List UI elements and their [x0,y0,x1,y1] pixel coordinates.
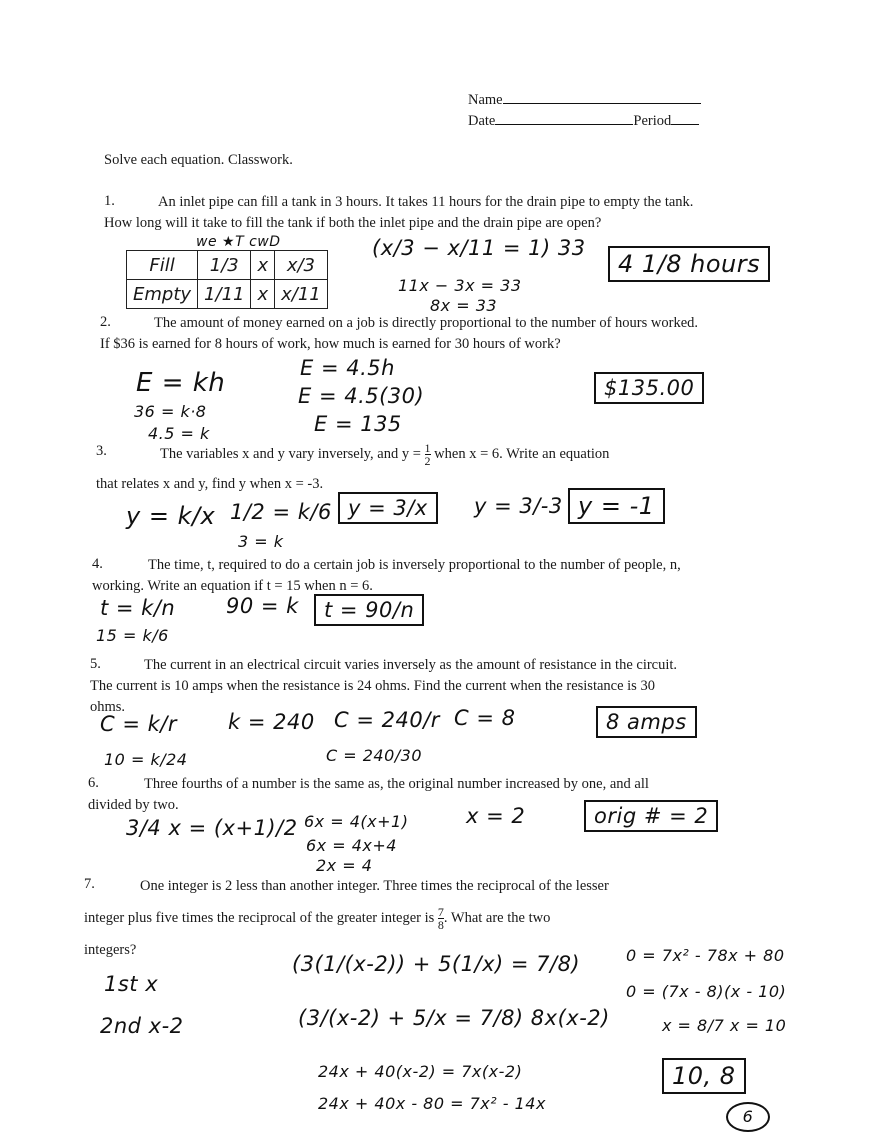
p6-answer-box: orig # = 2 [584,800,718,832]
p6-work-b: 6x = 4(x+1) [304,812,409,831]
p7-answer-box: 10, 8 [662,1058,746,1094]
fraction-denominator: 2 [424,454,431,468]
table-row [127,280,328,309]
p3-work-a: y = k/x [126,502,216,530]
table-cell: 1/11 [198,280,251,309]
p6-work-e: x = 2 [466,804,526,828]
p4-work-b: 15 = k/6 [96,626,169,645]
p7-work-h: 0 = (7x - 8)(x - 10) [626,982,787,1001]
p3-answer-box-2: y = -1 [568,488,665,524]
p1-answer-box: 4 1/8 hours [608,246,770,282]
p2-work-a: E = kh [136,368,226,398]
p6-work-a: 3/4 x = (x+1)/2 [126,816,298,840]
p2-work-b: 36 = k·8 [134,402,207,421]
fraction-denominator: 8 [437,918,444,932]
problem-3-line-2: that relates x and y, find y when x = -3. [96,476,324,492]
period-line [671,124,699,125]
p1-table-head: we ★T cwD [196,234,281,250]
name-label: Name [468,92,503,108]
p7-work-e: 24x + 40(x-2) = 7x(x-2) [318,1062,523,1081]
p2-work-d: E = 4.5h [300,356,395,380]
p5-work-f: C = 8 [454,706,516,730]
problem-7-text-c: . What are the two [443,909,551,926]
problem-6-text: Three fourths of a number is the same as, the original number increased by one, and all divided by two. [88,776,649,813]
p2-work-f: E = 135 [314,412,402,436]
p1-equation-1: (x/3 − x/11 = 1) 33 [372,236,586,260]
page-score-circle: 6 [726,1102,770,1132]
problem-5-text: The current in an electrical circuit varies inversely as the amount of resistance in the circuit. The current is 10 amps when the resistance is 24 ohms. Find the current when the resistance is 30 ohms. [90,657,678,715]
p4-work-c: 90 = k [226,594,299,618]
fraction-numerator: 7 [437,905,444,919]
problem-5-number: 5. [90,656,101,672]
table-cell: Empty [127,280,198,309]
p5-answer-box: 8 amps [596,706,697,738]
period-label: Period [633,113,672,129]
problem-3-text-b: when x = 6. Write an equation [434,445,610,462]
table-cell: x [251,251,275,280]
p1-equation-3: 8x = 33 [430,296,498,315]
table-cell: x/11 [275,280,328,309]
problem-7-line-1: One integer is 2 less than another integer. Three times the reciprocal of the lesser [140,878,609,894]
p3-work-b: 1/2 = k/6 [230,500,332,524]
p6-work-d: 2x = 4 [316,856,373,875]
p7-work-a: 1st x [104,972,159,996]
problem-4-text: The time, t, required to do a certain job is inversely proportional to the number of people, n, working. Write an equation if t = 15 when n = 6. [92,557,681,594]
p5-work-a: C = k/r [100,712,177,736]
problem-3-number: 3. [96,443,107,459]
p7-work-f: 24x + 40x - 80 = 7x² - 14x [318,1094,546,1113]
p4-answer-box: t = 90/n [314,594,424,626]
problem-2-number: 2. [100,314,111,330]
page-title: Solve each equation. Classwork. [104,152,293,168]
p7-work-c: (3(1/(x-2)) + 5(1/x) = 7/8) [292,952,581,976]
name-line [503,103,701,104]
p7-work-b: 2nd x-2 [100,1014,184,1038]
p5-work-d: C = 240/r [334,708,440,732]
date-label: Date [468,113,496,129]
p7-work-i: x = 8/7 x = 10 [662,1016,787,1035]
date-line [495,124,633,125]
name-field [468,90,701,111]
problem-7-text-b: integer plus five times the reciprocal of the greater integer is [84,909,435,926]
table-row [127,251,328,280]
p3-answer-box-1: y = 3/x [338,492,438,524]
problem-3-text-a: The variables x and y vary inversely, and y = [160,445,421,462]
table-cell: 1/3 [198,251,251,280]
problem-7-line-3: integers? [84,942,137,958]
p5-work-b: 10 = k/24 [104,750,188,769]
p3-work-c: 3 = k [238,532,284,551]
p5-work-c: k = 240 [228,710,315,734]
p7-work-g: 0 = 7x² - 78x + 80 [626,946,785,965]
problem-2-text: The amount of money earned on a job is directly proportional to the number of hours worked. If $36 is earned for 8 hours of work, how much is earned for 30 hours of work? [100,315,699,352]
problem-1-number: 1. [104,193,115,209]
p5-work-e: C = 240/30 [326,746,423,765]
p2-work-e: E = 4.5(30) [298,384,425,408]
problem-7-number: 7. [84,876,95,892]
table-cell: x [251,280,275,309]
p6-work-c: 6x = 4x+4 [306,836,397,855]
problem-3-fraction [425,442,431,467]
table-cell: x/3 [275,251,328,280]
problem-6-number: 6. [88,775,99,791]
p2-work-c: 4.5 = k [148,424,210,443]
fraction-numerator: 1 [424,441,431,455]
p1-equation-2: 11x − 3x = 33 [398,276,522,295]
p4-work-a: t = k/n [100,596,176,620]
table-cell: Fill [127,251,198,280]
problem-7-line-2 [84,906,550,931]
p3-work-d: y = 3/-3 [474,494,563,518]
problem-3-line-1 [160,442,609,467]
date-field [468,111,699,132]
problem-1-text: An inlet pipe can fill a tank in 3 hours. It takes 11 hours for the drain pipe to empty the tank. How long will it take to fill the tank if both the inlet pipe and the drain pipe are open? [104,194,694,231]
p7-work-d: (3/(x-2) + 5/x = 7/8) 8x(x-2) [298,1006,610,1030]
p1-rate-table [126,250,328,309]
problem-4-number: 4. [92,556,103,572]
p2-answer-box: $135.00 [594,372,704,404]
